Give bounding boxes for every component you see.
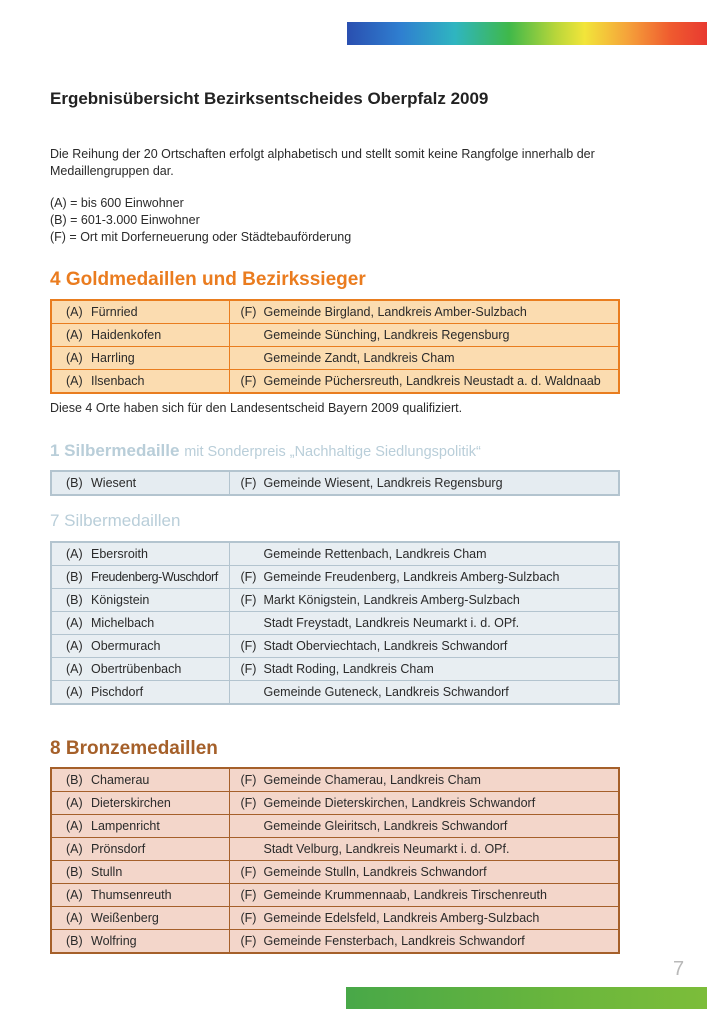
table-row <box>51 370 619 394</box>
place-name: Freudenberg-Wuschdorf <box>91 570 218 584</box>
place-name: Wolfring <box>91 934 137 948</box>
municipality-cell <box>229 768 619 792</box>
place-cell <box>51 542 229 566</box>
place-cell <box>51 347 229 370</box>
place-name: Pischdorf <box>91 685 144 699</box>
place-name: Königstein <box>91 593 150 607</box>
renewal-tag: (F) <box>240 888 257 902</box>
municipality-cell <box>229 471 619 495</box>
municipality-detail: Stadt Velburg, Landkreis Neumarkt i. d. OPf. <box>263 842 510 856</box>
population-category: (A) <box>66 911 83 925</box>
municipality-cell <box>229 838 619 861</box>
municipality-detail: Stadt Roding, Landkreis Cham <box>263 662 434 676</box>
place-cell <box>51 815 229 838</box>
place-cell <box>51 792 229 815</box>
legend-f: (F) = Ort mit Dorferneuerung oder Städtebauförderung <box>50 230 352 244</box>
table-row <box>51 768 619 792</box>
table-row <box>51 589 619 612</box>
place-name: Wiesent <box>91 476 137 490</box>
place-name: Obertrübenbach <box>91 662 182 676</box>
table-row <box>51 612 619 635</box>
place-cell <box>51 566 229 589</box>
green-footer-bar <box>346 987 707 1009</box>
renewal-tag: (F) <box>240 570 257 584</box>
municipality-cell <box>229 612 619 635</box>
municipality-detail: Gemeinde Freudenberg, Landkreis Amberg-Sulzbach <box>263 570 560 584</box>
population-legend <box>50 195 351 246</box>
population-category: (A) <box>66 616 83 630</box>
population-category: (B) <box>66 773 83 787</box>
municipality-detail: Stadt Freystadt, Landkreis Neumarkt i. d. OPf. <box>263 616 520 630</box>
renewal-tag: (F) <box>240 934 257 948</box>
place-cell <box>51 658 229 681</box>
municipality-cell <box>229 884 619 907</box>
municipality-cell <box>229 542 619 566</box>
silver-special-subtitle: mit Sonderpreis „Nachhaltige Siedlungspolitik“ <box>184 444 481 460</box>
place-cell <box>51 768 229 792</box>
municipality-detail: Gemeinde Dieterskirchen, Landkreis Schwandorf <box>263 796 536 810</box>
table-row <box>51 347 619 370</box>
population-category: (A) <box>66 639 83 653</box>
population-category: (A) <box>66 888 83 902</box>
municipality-detail: Gemeinde Fensterbach, Landkreis Schwandorf <box>263 934 525 948</box>
municipality-detail: Stadt Oberviechtach, Landkreis Schwandorf <box>263 639 508 653</box>
gold-heading: 4 Goldmedaillen und Bezirkssieger <box>50 269 366 290</box>
table-row <box>51 471 619 495</box>
population-category: (A) <box>66 547 83 561</box>
municipality-detail: Gemeinde Edelsfeld, Landkreis Amberg-Sulzbach <box>263 911 540 925</box>
population-category: (A) <box>66 842 83 856</box>
place-cell <box>51 930 229 954</box>
place-name: Prönsdorf <box>91 842 146 856</box>
place-name: Stulln <box>91 865 123 879</box>
table-row <box>51 681 619 705</box>
place-name: Dieterskirchen <box>91 796 171 810</box>
population-category: (B) <box>66 476 83 490</box>
table-row <box>51 658 619 681</box>
population-category: (A) <box>66 374 83 388</box>
municipality-detail: Gemeinde Zandt, Landkreis Cham <box>263 351 455 365</box>
place-name: Ilsenbach <box>91 374 145 388</box>
population-category: (A) <box>66 662 83 676</box>
municipality-detail: Gemeinde Wiesent, Landkreis Regensburg <box>263 476 503 490</box>
place-cell <box>51 635 229 658</box>
qualification-note: Diese 4 Orte haben sich für den Landesentscheid Bayern 2009 qualifiziert. <box>50 401 463 415</box>
table-row <box>51 884 619 907</box>
municipality-cell <box>229 861 619 884</box>
municipality-detail: Gemeinde Birgland, Landkreis Amber-Sulzbach <box>263 305 527 319</box>
bronze-table <box>50 767 620 954</box>
table-row <box>51 907 619 930</box>
renewal-tag: (F) <box>240 662 257 676</box>
renewal-tag: (F) <box>240 911 257 925</box>
municipality-cell <box>229 815 619 838</box>
place-cell <box>51 838 229 861</box>
population-category: (B) <box>66 570 83 584</box>
legend-a: (A) = bis 600 Einwohner <box>50 196 184 210</box>
municipality-detail: Gemeinde Stulln, Landkreis Schwandorf <box>263 865 487 879</box>
intro-paragraph: Die Reihung der 20 Ortschaften erfolgt alphabetisch und stellt somit keine Rangfolge innerhalb der Medaillengruppen dar. <box>50 147 595 178</box>
place-cell <box>51 681 229 705</box>
place-name: Harrling <box>91 351 135 365</box>
municipality-detail: Gemeinde Krummennaab, Landkreis Tirschenreuth <box>263 888 547 902</box>
renewal-tag: (F) <box>240 305 257 319</box>
place-name: Michelbach <box>91 616 155 630</box>
municipality-detail: Gemeinde Gleiritsch, Landkreis Schwandorf <box>263 819 508 833</box>
population-category: (A) <box>66 819 83 833</box>
place-name: Obermurach <box>91 639 161 653</box>
municipality-cell <box>229 792 619 815</box>
renewal-tag: (F) <box>240 796 257 810</box>
place-name: Lampenricht <box>91 819 160 833</box>
table-row <box>51 324 619 347</box>
place-cell <box>51 907 229 930</box>
municipality-cell <box>229 907 619 930</box>
place-name: Haidenkofen <box>91 328 162 342</box>
municipality-cell <box>229 370 619 394</box>
renewal-tag: (F) <box>240 865 257 879</box>
table-row <box>51 566 619 589</box>
rainbow-header-bar <box>347 22 707 45</box>
municipality-cell <box>229 681 619 705</box>
place-name: Thumsenreuth <box>91 888 172 902</box>
population-category: (B) <box>66 934 83 948</box>
population-category: (A) <box>66 305 83 319</box>
renewal-tag: (F) <box>240 593 257 607</box>
population-category: (A) <box>66 328 83 342</box>
bronze-heading: 8 Bronzemedaillen <box>50 738 218 759</box>
table-row <box>51 861 619 884</box>
population-category: (A) <box>66 685 83 699</box>
municipality-cell <box>229 589 619 612</box>
municipality-detail: Markt Königstein, Landkreis Amberg-Sulzbach <box>263 593 520 607</box>
page-number: 7 <box>673 958 685 980</box>
municipality-cell <box>229 635 619 658</box>
place-name: Fürnried <box>91 305 138 319</box>
municipality-detail: Gemeinde Chamerau, Landkreis Cham <box>263 773 481 787</box>
municipality-cell <box>229 566 619 589</box>
renewal-tag: (F) <box>240 639 257 653</box>
gold-table <box>50 299 620 394</box>
municipality-cell <box>229 300 619 324</box>
population-category: (A) <box>66 796 83 810</box>
silver-special-title: 1 Silbermedaille <box>50 441 180 460</box>
renewal-tag: (F) <box>240 476 257 490</box>
municipality-cell <box>229 930 619 954</box>
municipality-cell <box>229 324 619 347</box>
renewal-tag: (F) <box>240 374 257 388</box>
table-row <box>51 542 619 566</box>
silver-special-heading <box>50 441 481 461</box>
population-category: (A) <box>66 351 83 365</box>
municipality-cell <box>229 658 619 681</box>
legend-b: (B) = 601-3.000 Einwohner <box>50 213 200 227</box>
place-cell <box>51 471 229 495</box>
municipality-cell <box>229 347 619 370</box>
place-cell <box>51 589 229 612</box>
place-name: Chamerau <box>91 773 150 787</box>
place-cell <box>51 612 229 635</box>
silver-heading: 7 Silbermedaillen <box>50 511 181 530</box>
place-cell <box>51 861 229 884</box>
table-row <box>51 838 619 861</box>
table-row <box>51 300 619 324</box>
table-row <box>51 792 619 815</box>
page-title: Ergebnisübersicht Bezirksentscheides Oberpfalz 2009 <box>50 89 489 108</box>
municipality-detail: Gemeinde Guteneck, Landkreis Schwandorf <box>263 685 509 699</box>
municipality-detail: Gemeinde Püchersreuth, Landkreis Neustadt a. d. Waldnaab <box>263 374 601 388</box>
municipality-detail: Gemeinde Sünching, Landkreis Regensburg <box>263 328 510 342</box>
place-name: Ebersroith <box>91 547 148 561</box>
place-cell <box>51 370 229 394</box>
place-cell <box>51 884 229 907</box>
place-cell <box>51 324 229 347</box>
renewal-tag: (F) <box>240 773 257 787</box>
place-name: Weißenberg <box>91 911 159 925</box>
population-category: (B) <box>66 593 83 607</box>
place-cell <box>51 300 229 324</box>
table-row <box>51 930 619 954</box>
population-category: (B) <box>66 865 83 879</box>
municipality-detail: Gemeinde Rettenbach, Landkreis Cham <box>263 547 487 561</box>
table-row <box>51 635 619 658</box>
table-row <box>51 815 619 838</box>
silver-special-table <box>50 470 620 496</box>
silver-table <box>50 541 620 705</box>
